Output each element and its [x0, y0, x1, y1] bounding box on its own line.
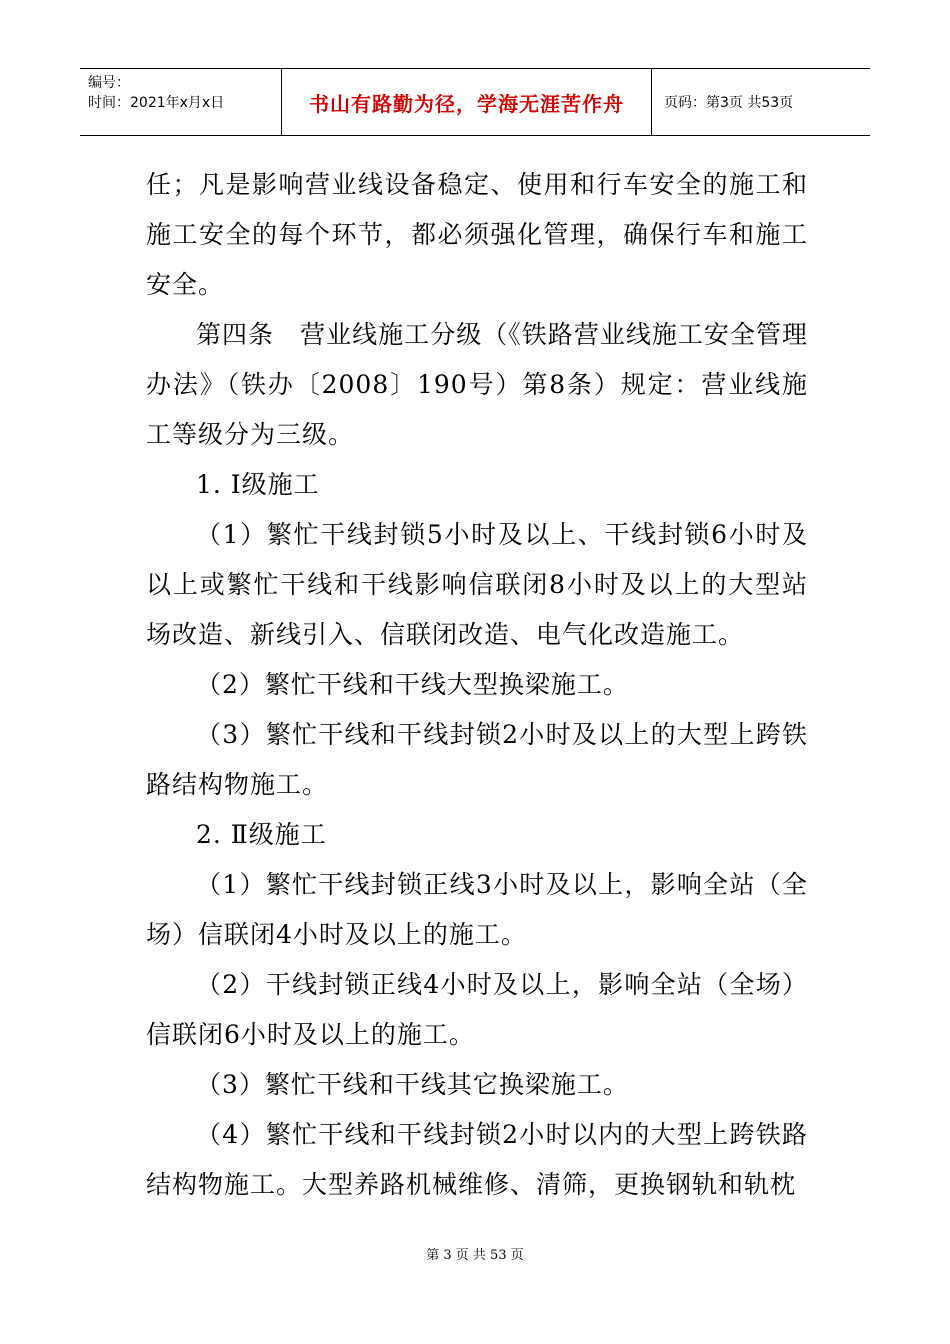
list-item: （3）繁忙干线和干线封锁2小时及以上的大型上跨铁路结构物施工。: [146, 720, 808, 799]
paragraph-article-4: 第四条 营业线施工分级（《铁路营业线施工安全管理办法》（铁办〔2008〕190号）第8条）规定：营业线施工等级分为三级。: [146, 320, 808, 449]
heading-level-1-construction: 1. Ⅰ级施工: [196, 470, 320, 499]
document-body: [146, 160, 808, 1210]
list-item: （3）繁忙干线和干线其它换梁施工。: [196, 1070, 629, 1099]
header-meta: [80, 69, 282, 135]
list-item: （2）繁忙干线和干线大型换梁施工。: [196, 670, 629, 699]
list-item: （4）繁忙干线和干线封锁2小时以内的大型上跨铁路结构物施工。大型养路机械维修、清筛，更换钢轨和轨枕: [146, 1120, 808, 1199]
document-number-label: 编号：: [88, 75, 130, 91]
paragraph-1: 任；凡是影响营业线设备稳定、使用和行车安全的施工和施工安全的每个环节，都必须强化管理，确保行车和施工安全。: [146, 170, 808, 299]
list-item: （1）繁忙干线封锁正线3小时及以上，影响全站（全场）信联闭4小时及以上的施工。: [146, 870, 808, 949]
list-item: （2）干线封锁正线4小时及以上，影响全站（全场）信联闭6小时及以上的施工。: [146, 970, 808, 1049]
page-footer: 第 3 页 共 53 页: [426, 1248, 524, 1263]
header-motto: 书山有路勤为径，学海无涯苦作舟: [282, 69, 652, 135]
document-time-label: 时间：2021年x月x日: [88, 95, 225, 111]
header-page-info: 页码：第3页 共53页: [664, 95, 794, 111]
page-header: [80, 68, 870, 136]
list-item: （1）繁忙干线封锁5小时及以上、干线封锁6小时及以上或繁忙干线和干线影响信联闭8小时及以上的大型站场改造、新线引入、信联闭改造、电气化改造施工。: [146, 520, 808, 649]
heading-level-2-construction: 2. Ⅱ级施工: [196, 820, 327, 849]
